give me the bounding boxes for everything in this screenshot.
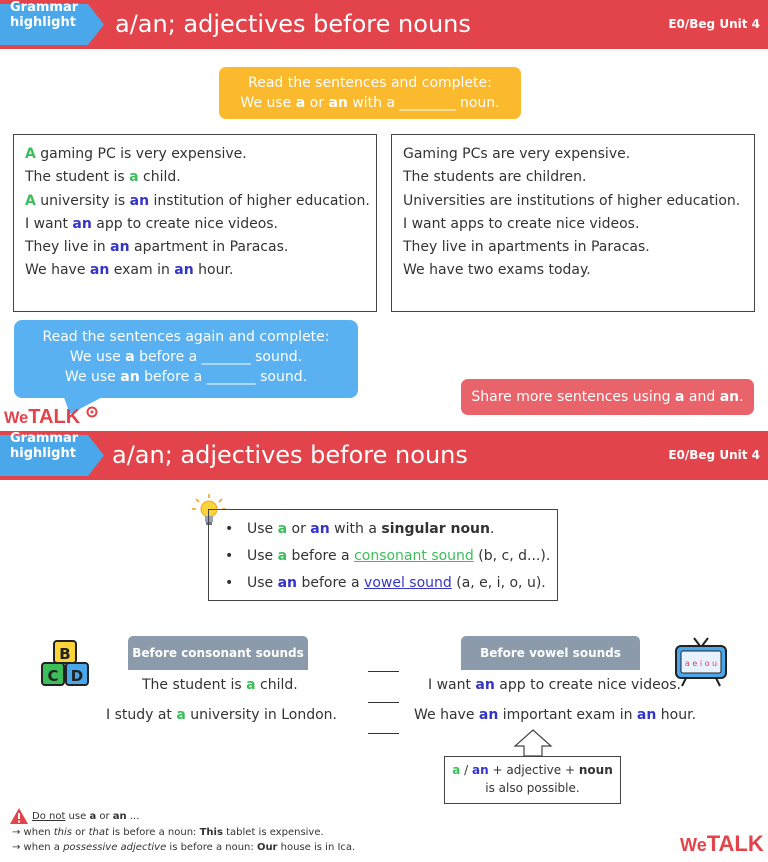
unit-label: E0/Beg Unit 4 [668, 448, 760, 462]
sentence-line: We have two exams today. [403, 262, 591, 279]
note-line-1: a / an + adjective + noun [452, 763, 613, 777]
vowel-sound-link[interactable]: vowel sound [364, 575, 452, 591]
sentence-line: Universities are institutions of higher education. [403, 192, 741, 209]
footnote-line-1: → when this or that is before a noun: This tablet is expensive. [12, 827, 324, 838]
rules-box [208, 509, 558, 601]
vowel-example-1: I want an app to create nice videos. [428, 677, 681, 693]
page-title: a/an; adjectives before nouns [115, 10, 471, 38]
badge-label: Grammar highlight [10, 0, 79, 30]
instruction2-line-2: We use a before a _______ sound. [69, 349, 303, 365]
sentence-line: A university is an institution of higher education. [25, 192, 370, 209]
grammar-badge [0, 0, 104, 45]
consonant-example-1: The student is a child. [142, 677, 298, 693]
sentence-line: Gaming PCs are very expensive. [403, 146, 631, 162]
divider-dash [368, 733, 399, 734]
sentence-line: We have an exam in an hour. [25, 262, 234, 279]
consonant-sound-link[interactable]: consonant sound [354, 548, 474, 564]
rule-line: • Use a before a consonant sound (b, c, d...). [225, 548, 551, 564]
instruction-line-1: Read the sentences and complete: [248, 75, 492, 91]
up-arrow-icon [513, 729, 553, 757]
slide-header [0, 0, 768, 49]
logo-swirl-icon [86, 406, 98, 418]
warning-text: Do not use a or an ... [32, 811, 140, 822]
sentence-line: I want apps to create nice videos. [403, 215, 640, 232]
tab-vowel-sounds: Before vowel sounds [461, 636, 640, 670]
slide-header [0, 431, 768, 480]
svg-text:a e i o u: a e i o u [684, 659, 718, 668]
sentence-line: They live in an apartment in Paracas. [25, 239, 289, 256]
slide-2 [0, 431, 768, 862]
tv-icon [674, 636, 728, 688]
unit-label: E0/Beg Unit 4 [668, 17, 760, 31]
page-title: a/an; adjectives before nouns [112, 441, 468, 469]
singular-sentences-box [13, 134, 377, 312]
divider-dash [368, 702, 399, 703]
footnote-line-2: → when a possessive adjective is before a noun: Our house is in Ica. [12, 842, 356, 853]
grammar-badge [0, 431, 104, 476]
divider-dash [368, 671, 399, 672]
instruction2-line-3: We use an before a _______ sound. [64, 369, 308, 385]
rule-line: • Use an before a vowel sound (a, e, i, o, u). [225, 575, 546, 591]
share-bubble: Share more sentences using a and an. [461, 379, 754, 415]
instruction-bubble-2 [14, 320, 358, 398]
instruction2-line-1: Read the sentences again and complete: [42, 329, 330, 345]
rule-line: • Use a or an with a singular noun. [225, 521, 495, 537]
letter-blocks-icon [40, 639, 92, 687]
sentence-line: The student is a child. [25, 169, 181, 186]
svg-text:B: B [59, 645, 71, 663]
wetalk-logo: WeTALK [680, 831, 764, 856]
tab-consonant-sounds: Before consonant sounds [128, 636, 308, 670]
plural-sentences-box [391, 134, 755, 312]
sentence-line: I want an app to create nice videos. [25, 215, 278, 232]
sentence-line: The students are children. [403, 169, 587, 186]
svg-text:D: D [70, 667, 84, 685]
sentence-line: A gaming PC is very expensive. [25, 146, 247, 162]
instruction-line-2: We use a or an with a ________ noun. [240, 95, 500, 111]
instruction-bubble [219, 67, 521, 119]
badge-label: Grammar highlight [10, 431, 79, 461]
vowel-example-2: We have an important exam in an hour. [414, 707, 697, 723]
consonant-example-2: I study at a university in London. [106, 707, 337, 723]
wetalk-logo: WeTALK [4, 406, 98, 429]
note-line-2: is also possible. [485, 781, 580, 795]
sentence-line: They live in apartments in Paracas. [403, 239, 650, 256]
adjective-note-box [444, 756, 621, 804]
warning-icon [10, 808, 28, 824]
svg-text:C: C [47, 667, 59, 685]
